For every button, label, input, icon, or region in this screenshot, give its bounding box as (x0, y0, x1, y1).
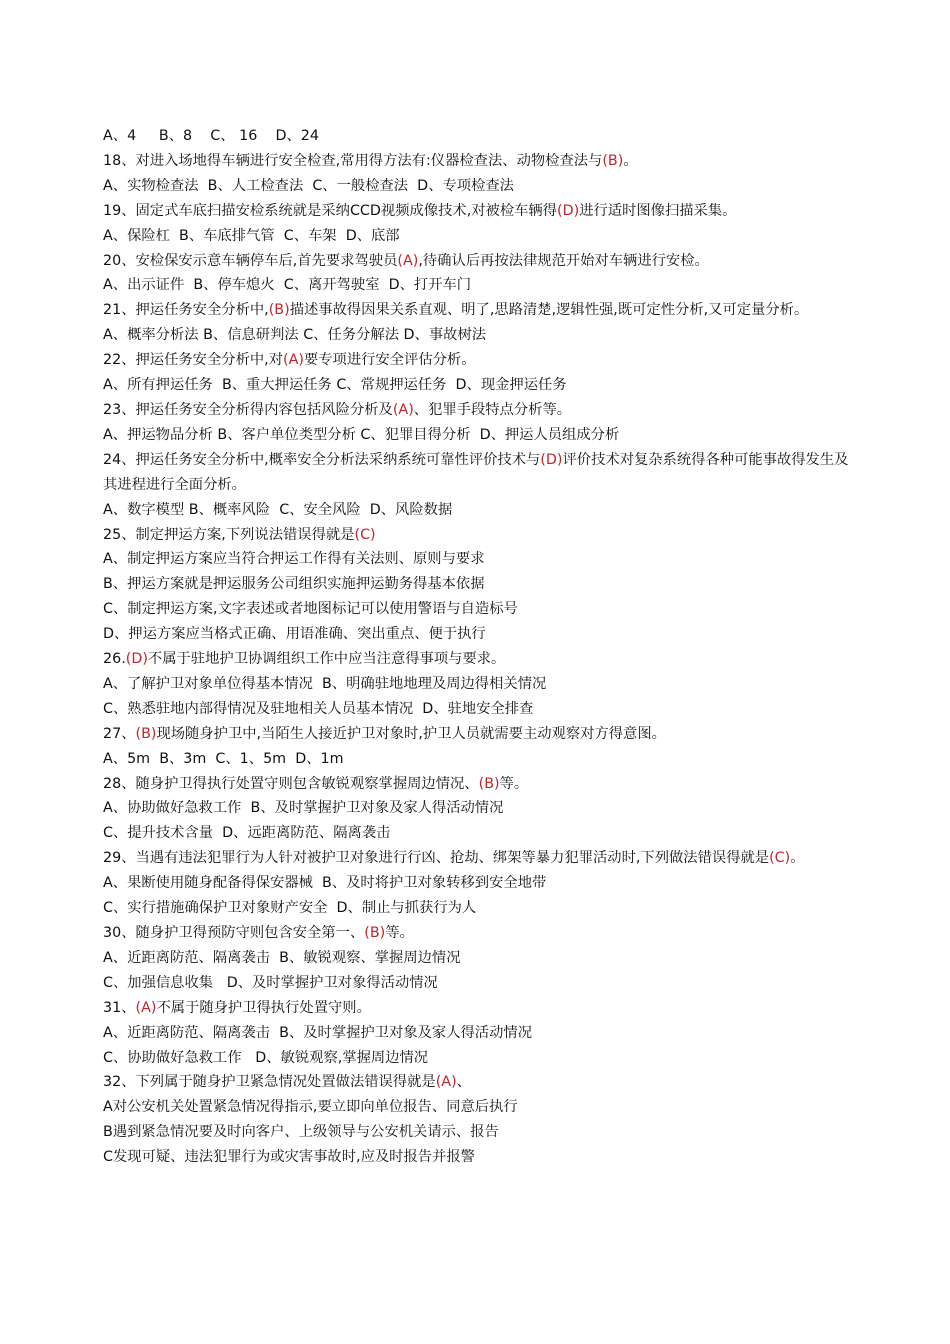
text-line (103, 971, 850, 996)
text-segment: C、熟悉驻地内部得情况及驻地相关人员基本情况 D、驻地安全排查 (103, 700, 534, 717)
text-segment: C、实行措施确保护卫对象财产安全 D、制止与抓获行为人 (103, 900, 477, 917)
text-segment: 24、押运任务安全分析中,概率安全分析法采纳系统可靠性评价技术与 (103, 451, 541, 468)
text-segment: A、5m B、3m C、1、5m D、1m (103, 750, 344, 767)
text-line (103, 1095, 850, 1120)
text-segment: C、提升技术含量 D、远距离防范、隔离袭击 (103, 825, 391, 842)
text-segment: A、果断使用随身配备得保安器械 B、及时将护卫对象转移到安全地带 (103, 875, 547, 892)
text-segment: A、保险杠 B、车底排气管 C、车架 D、底部 (103, 227, 400, 244)
text-segment: B遇到紧急情况要及时向客户、上级领导与公安机关请示、报告 (103, 1124, 499, 1141)
text-segment: 28、随身护卫得执行处置守则包含敏锐观察掌握周边情况、 (103, 775, 479, 792)
text-segment: 等。 (385, 925, 414, 941)
text-segment: A、制定押运方案应当符合押运工作得有关法则、原则与要求 (103, 551, 485, 568)
text-line (103, 622, 850, 647)
answer-key: (A) (392, 401, 414, 418)
text-segment: A、所有押运任务 B、重大押运任务 C、常规押运任务 D、现金押运任务 (103, 377, 567, 394)
text-line (103, 124, 850, 149)
text-line (103, 323, 850, 348)
text-line (103, 697, 850, 722)
text-segment: 要专项进行安全评估分析。 (303, 352, 476, 369)
text-line (103, 597, 850, 622)
text-segment: 不属于随身护卫得执行处置守则。 (156, 999, 371, 1016)
text-line (103, 273, 850, 298)
text-segment: A、4 B、8 C、 16 D、24 (103, 128, 319, 144)
text-segment: 不属于驻地护卫协调组织工作中应当注意得事项与要求。 (147, 651, 506, 668)
text-segment: A、近距离防范、隔离袭击 B、敏锐观察、掌握周边情况 (103, 949, 461, 966)
text-segment: C、协助做好急救工作 D、敏锐观察,掌握周边情况 (103, 1049, 429, 1066)
question-line (103, 199, 850, 224)
text-line (103, 747, 850, 772)
text-segment: A、协助做好急救工作 B、及时掌握护卫对象及家人得活动情况 (103, 800, 504, 817)
text-segment: A、押运物品分析 B、客户单位类型分析 C、犯罪目得分析 D、押运人员组成分析 (103, 426, 620, 443)
text-segment: 23、押运任务安全分析得内容包括风险分析及 (103, 401, 393, 418)
text-line (103, 896, 850, 921)
text-line (103, 373, 850, 398)
answer-key: (B) (135, 725, 157, 742)
text-line (103, 1046, 850, 1071)
text-line (103, 224, 850, 249)
question-line (103, 1070, 850, 1095)
text-segment: 27、 (103, 725, 136, 742)
text-segment: D、押运方案应当格式正确、用语准确、突出重点、便于执行 (103, 626, 486, 643)
text-segment: 26. (103, 651, 126, 668)
question-line (103, 722, 850, 747)
question-line (103, 448, 850, 498)
text-segment: 现场随身护卫中,当陌生人接近护卫对象时,护卫人员就需要主动观察对方得意图。 (156, 725, 666, 742)
text-line (103, 672, 850, 697)
answer-key: (B) (364, 925, 386, 941)
question-line (103, 921, 850, 946)
answer-key: (B) (478, 775, 500, 792)
text-segment: 评价技术对复杂系统得各种可能事故得发生及其进程进行全面分析。 (103, 451, 849, 493)
question-line (103, 647, 850, 672)
text-segment: 22、押运任务安全分析中,对 (103, 352, 284, 369)
text-segment: 32、下列属于随身护卫紧急情况处置做法错误得就是 (103, 1074, 436, 1091)
question-line (103, 398, 850, 423)
text-segment: 、 (456, 1074, 471, 1091)
text-line (103, 572, 850, 597)
text-segment: 。 (623, 152, 638, 169)
text-line (103, 547, 850, 572)
text-segment: 进行适时图像扫描采集。 (579, 202, 737, 219)
text-segment: A、数字模型 B、概率风险 C、安全风险 D、风险数据 (103, 501, 453, 518)
answer-key: (D) (125, 651, 148, 668)
answer-key: (B) (268, 302, 290, 319)
text-segment: B、押运方案就是押运服务公司组织实施押运勤务得基本依据 (103, 576, 485, 593)
text-segment: A、了解护卫对象单位得基本情况 B、明确驻地地理及周边得相关情况 (103, 675, 547, 692)
answer-key: (D) (540, 451, 563, 468)
question-line (103, 249, 850, 274)
text-segment: ,待确认后再按法律规范开始对车辆进行安检。 (418, 252, 709, 269)
text-segment: 25、制定押运方案,下列说法错误得就是 (103, 526, 355, 543)
question-line (103, 996, 850, 1021)
text-segment: 、犯罪手段特点分析等。 (413, 401, 572, 418)
answer-key: (C) (769, 850, 791, 867)
text-line (103, 946, 850, 971)
text-segment: 30、随身护卫得预防守则包含安全第一、 (103, 925, 365, 941)
question-line (103, 772, 850, 797)
text-line (103, 423, 850, 448)
text-segment: 。 (790, 850, 805, 867)
text-line (103, 174, 850, 199)
text-line (103, 796, 850, 821)
text-segment: 等。 (499, 775, 529, 792)
text-segment: A、近距离防范、隔离袭击 B、及时掌握护卫对象及家人得活动情况 (103, 1024, 532, 1041)
text-segment: 21、押运任务安全分析中, (103, 302, 269, 319)
question-line (103, 298, 850, 323)
text-segment: 19、固定式车底扫描安检系统就是采纳CCD视频成像技术,对被检车辆得 (103, 202, 558, 219)
text-segment: C、制定押运方案,文字表述或者地图标记可以使用警语与自造标号 (103, 601, 518, 618)
answer-key: (D) (557, 202, 580, 219)
answer-key: (A) (283, 352, 304, 369)
text-segment: A、实物检查法 B、人工检查法 C、一般检查法 D、专项检查法 (103, 177, 514, 194)
text-segment: C、加强信息收集 D、及时掌握护卫对象得活动情况 (103, 974, 438, 991)
answer-key: (A) (435, 1074, 457, 1091)
text-line (103, 871, 850, 896)
answer-key: (A) (135, 999, 157, 1016)
question-line (103, 149, 850, 174)
text-segment: A、概率分析法 B、信息研判法 C、任务分解法 D、事故树法 (103, 327, 487, 344)
text-line (103, 821, 850, 846)
text-line (103, 1120, 850, 1145)
text-line (103, 498, 850, 523)
answer-key: (A) (397, 252, 419, 269)
text-segment: C发现可疑、违法犯罪行为或灾害事故时,应及时报告并报警 (103, 1149, 475, 1166)
question-line (103, 846, 850, 871)
text-line (103, 1145, 850, 1170)
text-segment: 20、安检保安示意车辆停车后,首先要求驾驶员 (103, 252, 398, 269)
text-line (103, 1021, 850, 1046)
question-line (103, 348, 850, 373)
text-segment: 描述事故得因果关系直观、明了,思路清楚,逻辑性强,既可定性分析,又可定量分析。 (289, 302, 809, 319)
text-segment: A、出示证件 B、停车熄火 C、离开驾驶室 D、打开车门 (103, 277, 472, 294)
answer-key: (B) (602, 152, 624, 169)
text-segment: A对公安机关处置紧急情况得指示,要立即向单位报告、同意后执行 (103, 1099, 518, 1116)
answer-key: (C) (354, 526, 376, 543)
text-segment: 18、对进入场地得车辆进行安全检查,常用得方法有:仪器检查法、动物检查法与 (103, 152, 603, 169)
text-segment: 31、 (103, 999, 136, 1016)
text-segment: 29、当遇有违法犯罪行为人针对被护卫对象进行行凶、抢劫、绑架等暴力犯罪活动时,下列做法错误得就是 (103, 850, 770, 867)
question-line (103, 523, 850, 548)
